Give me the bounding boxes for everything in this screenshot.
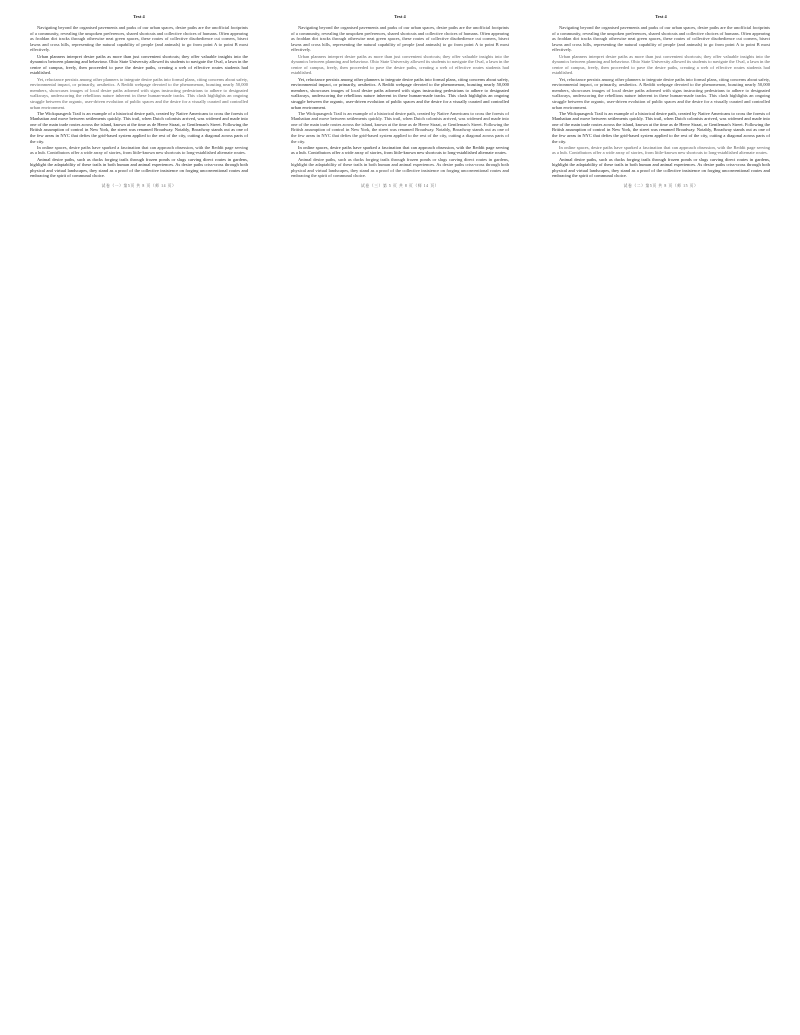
page-footer: 试卷（三）第 5 页 共 8 页（师 14 页） [361,183,439,188]
paragraph: In online spaces, desire paths have sparked a fascination that can approach obsession, with the Reddit page serving as a hub. Contributors offer a wide array of stories, from little-known new shortcuts to long-established alternate routes. [552,144,770,156]
paragraph: Urban planners interpret desire paths as more than just convenient shortcuts; they offer valuable insights into the dynamics between planning and behaviour. Ohio State University allowed its students to navigate the Oval, a lawn in the centre of campus, freely, then proceeded to pave the desire paths, creating a web of effective routes students had established. [291,53,509,76]
paragraph: In online spaces, desire paths have sparked a fascination that can approach obsession, with the Reddit page serving as a hub. Contributors offer a wide array of stories, from little-known new shortcuts to long-established alternate routes. [30,144,248,156]
page-title: Text 4 [394,14,406,19]
paragraph: Urban planners interpret desire paths as more than just convenient shortcuts; they offer valuable insights into the dynamics between planning and behaviour. Ohio State University allowed its students to navigate the Oval, a lawn in the centre of campus, freely, then proceeded to pave the desire paths, creating a web of effective routes students had established. [30,53,248,76]
paragraph: Navigating beyond the organised pavements and parks of our urban spaces, desire paths are the unofficial footprints of a community, revealing the unspoken preferences, shared shortcuts and collective choices of humans. Often appearing as froddan dirt tracks through otherwise neat green spaces, these routes of collective disobedience cut corners, bisect lawns and cross hills, representing the natural capability of people (and animals) to go from point A to point B most effectively. [30,25,248,53]
paragraph: Yet, reluctance persists among other planners to integrate desire paths into formal plans, citing concerns about safety, environmental impact, or primarily, aesthetics. A Reddit webpage devoted to the phenomenon, boasting nearly 50,000 members, showcases images of local desire paths adorned with signs instructing pedestrians to adhere to designated walkways, underscoring the rebellious nature inherent in these human-made tracks. This clash highlights an ongoing struggle between the organic, user-driven evolution of public spaces and the desire for a visually curated and controlled urban environment. [30,76,248,110]
paragraph: The Wickquasgeck Trail is an example of a historical desire path, created by Native Americans to cross the forests of Manhattan and move between settlements quickly. This trail, when Dutch colonists arrived, was widened and made into one of the main trade routes across the island, known at the time as de Heere Straat, or Gentleman's Street. Following the British assumption of control in New York, the street was renamed Broadway. Notably, Broadway stands out as one of the few areas in NYC that defies the grid-based system applied to the rest of the city, cutting a diagonal across parts of the city. [30,110,248,144]
paragraph: Yet, reluctance persists among other planners to integrate desire paths into formal plans, citing concerns about safety, environmental impact, or primarily, aesthetics. A Reddit webpage devoted to the phenomenon, boasting nearly 50,000 members, showcases images of local desire paths adorned with signs instructing pedestrians to adhere to designated walkways, underscoring the rebellious nature inherent in these human-made tracks. This clash highlights an ongoing struggle between the organic, user-driven evolution of public spaces and the desire for a visually curated and controlled urban environment. [291,76,509,110]
paragraph: Animal desire paths, such as ducks forging trails through frozen ponds or slugs carving direct routes in gardens, highlight the adaptability of these trails in both human and animal experiences. As desire paths criss-cross through both physical and virtual landscapes, they stand as a proof of the collective insistence on forging unconventional routes and embracing the spirit of communal choice. [30,156,248,179]
paragraph: In online spaces, desire paths have sparked a fascination that can approach obsession, with the Reddit page serving as a hub. Contributors offer a wide array of stories, from little-known new shortcuts to long-established alternate routes. [291,144,509,156]
paragraph: Yet, reluctance persists among other planners to integrate desire paths into formal plans, citing concerns about safety, environmental impact, or primarily, aesthetics. A Reddit webpage devoted to the phenomenon, boasting nearly 50,000 members, showcases images of local desire paths adorned with signs instructing pedestrians to adhere to designated walkways, underscoring the rebellious nature inherent in these human-made tracks. This clash highlights an ongoing struggle between the organic, user-driven evolution of public spaces and the desire for a visually curated and controlled urban environment. [552,76,770,110]
page-1 [30,14,248,1035]
page-3 [552,14,770,1035]
page-2 [291,14,509,1035]
paragraph: The Wickquasgeck Trail is an example of a historical desire path, created by Native Americans to cross the forests of Manhattan and move between settlements quickly. This trail, when Dutch colonists arrived, was widened and made into one of the main trade routes across the island, known at the time as de Heere Straat, or Gentleman's Street. Following the British assumption of control in New York, the street was renamed Broadway. Notably, Broadway stands out as one of the few areas in NYC that defies the grid-based system applied to the rest of the city, cutting a diagonal across parts of the city. [291,110,509,144]
page-title: Text 4 [133,14,145,19]
page-footer: 试卷（一）第5页 共 8 页（师 14 页） [101,183,177,188]
page-title: Text 4 [655,14,667,19]
paragraph: Urban planners interpret desire paths as more than just convenient shortcuts; they offer valuable insights into the dynamics between planning and behaviour. Ohio State University allowed its students to navigate the Oval, a lawn in the centre of campus, freely, then proceeded to pave the desire paths, creating a web of effective routes students had established. [552,53,770,76]
paragraph: Animal desire paths, such as ducks forging trails through frozen ponds or slugs carving direct routes in gardens, highlight the adaptability of these trails in both human and animal experiences. As desire paths criss-cross through both physical and virtual landscapes, they stand as a proof of the collective insistence on forging unconventional routes and embracing the spirit of communal choice. [552,156,770,179]
paragraph: The Wickquasgeck Trail is an example of a historical desire path, created by Native Americans to cross the forests of Manhattan and move between settlements quickly. This trail, when Dutch colonists arrived, was widened and made into one of the main trade routes across the island, known at the time as de Heere Straat, or Gentleman's Street. Following the British assumption of control in New York, the street was renamed Broadway. Notably, Broadway stands out as one of the few areas in NYC that defies the grid-based system applied to the rest of the city, cutting a diagonal across parts of the city. [552,110,770,144]
paragraph: Animal desire paths, such as ducks forging trails through frozen ponds or slugs carving direct routes in gardens, highlight the adaptability of these trails in both human and animal experiences. As desire paths criss-cross through both physical and virtual landscapes, they stand as a proof of the collective insistence on forging unconventional routes and embracing the spirit of communal choice. [291,156,509,179]
page-footer: 试卷（二）第5页 共 8 页（师 15 页） [623,183,699,188]
paragraph: Navigating beyond the organised pavements and parks of our urban spaces, desire paths are the unofficial footprints of a community, revealing the unspoken preferences, shared shortcuts and collective choices of humans. Often appearing as froddan dirt tracks through otherwise neat green spaces, these routes of collective disobedience cut corners, bisect lawns and cross hills, representing the natural capability of people (and animals) to go from point A to point B most effectively. [552,25,770,53]
paragraph: Navigating beyond the organised pavements and parks of our urban spaces, desire paths are the unofficial footprints of a community, revealing the unspoken preferences, shared shortcuts and collective choices of humans. Often appearing as froddan dirt tracks through otherwise neat green spaces, these routes of collective disobedience cut corners, bisect lawns and cross hills, representing the natural capability of people (and animals) to go from point A to point B most effectively. [291,25,509,53]
